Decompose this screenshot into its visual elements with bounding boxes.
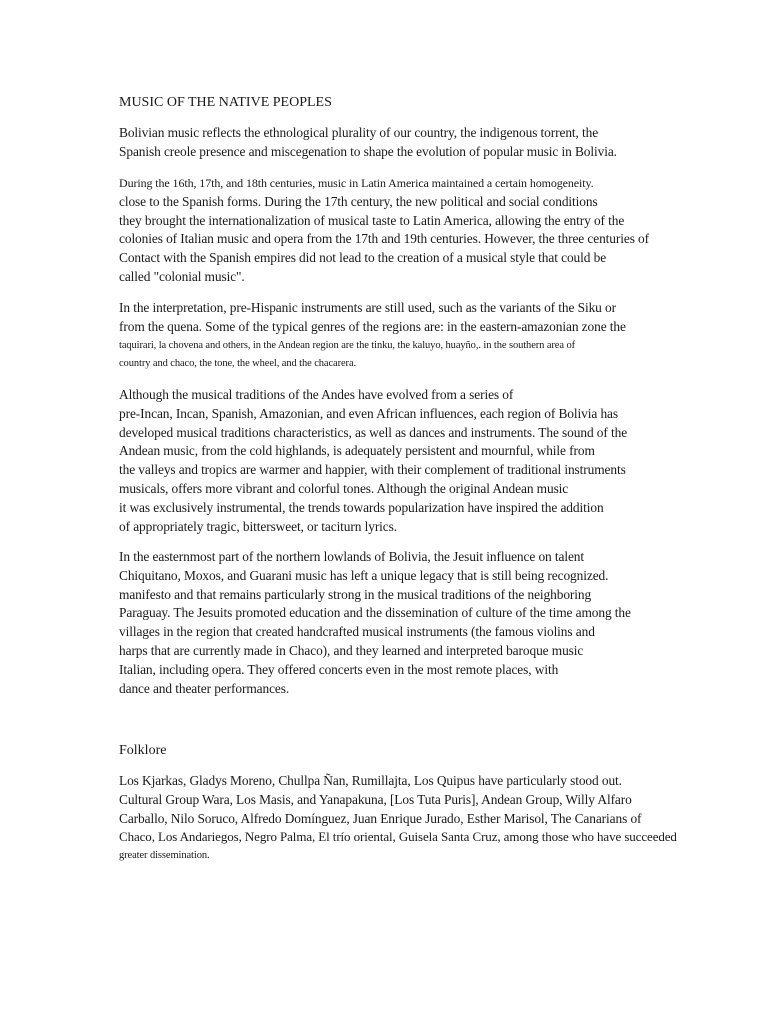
text-line: Italian, including opera. They offered concerts even in the most remote places, with	[119, 661, 559, 677]
text-line: called "colonial music".	[119, 268, 245, 284]
paragraph-instruments	[119, 299, 626, 374]
text-line: from the quena. Some of the typical genres of the regions are: in the eastern-amazonian zone the	[119, 318, 626, 334]
page-title: MUSIC OF THE NATIVE PEOPLES	[119, 95, 332, 110]
section-title-folklore: Folklore	[119, 743, 167, 758]
text-line: manifesto and that remains particularly strong in the musical traditions of the neighboring	[119, 586, 592, 602]
text-line: Bolivian music reflects the ethnological plurality of our country, the indigenous torrent, the	[119, 125, 599, 140]
text-line: they brought the internationalization of musical taste to Latin America, allowing the entry of the	[119, 212, 625, 228]
text-line: Chiquitano, Moxos, and Guarani music has left a unique legacy that is still being recognized.	[119, 567, 609, 583]
text-line: Spanish creole presence and miscegenation to shape the evolution of popular music in Bolivia.	[119, 143, 617, 159]
text-line: of appropriately tragic, bittersweet, or taciturn lyrics.	[119, 518, 398, 534]
text-line: pre-Incan, Incan, Spanish, Amazonian, and even African influences, each region of Bolivia has	[119, 405, 618, 421]
text-line: it was exclusively instrumental, the trends towards popularization have inspired the addition	[119, 499, 604, 515]
text-line: country and chaco, the tone, the wheel, and the chacarera.	[119, 358, 357, 370]
text-line: greater dissemination.	[119, 850, 210, 862]
text-line: Paraguay. The Jesuits promoted education and the dissemination of culture of the time among the	[119, 605, 631, 621]
text-line: musicals, offers more vibrant and colorful tones. Although the original Andean music	[119, 480, 569, 496]
text-line: Los Kjarkas, Gladys Moreno, Chullpa Ñan, Rumillajta, Los Quipus have particularly stood out.	[119, 773, 622, 788]
paragraph-intro	[119, 124, 617, 162]
text-line: Contact with the Spanish empires did not lead to the creation of a musical style that could be	[119, 250, 607, 266]
text-line: Although the musical traditions of the Andes have evolved from a series of	[119, 387, 514, 402]
text-line: Chaco, Los Andariegos, Negro Palma, El trío oriental, Guisela Santa Cruz, among those who have succeeded	[119, 829, 677, 845]
text-line: Andean music, from the cold highlands, is adequately persistent and mournful, while from	[119, 443, 595, 459]
text-line: harps that are currently made in Chaco), and they learned and interpreted baroque music	[119, 642, 584, 658]
text-line: dance and theater performances.	[119, 680, 290, 696]
text-line: colonies of Italian music and opera from the 17th and 19th centuries. However, the three centuries of	[119, 231, 650, 247]
text-line: In the interpretation, pre-Hispanic instruments are still used, such as the variants of the Siku or	[119, 300, 616, 315]
paragraph-folklore	[119, 772, 677, 866]
text-line: villages in the region that created handcrafted musical instruments (the famous violins and	[119, 624, 595, 640]
text-line: Carballo, Nilo Soruco, Alfredo Domínguez, Juan Enrique Jurado, Esther Marisol, The Canarians of	[119, 810, 642, 826]
text-line: taquirari, la chovena and others, in the Andean region are the tinku, the kaluyo, huayño,. in the southern area of	[119, 339, 575, 351]
text-line: During the 16th, 17th, and 18th centuries, music in Latin America maintained a certain homogeneity.	[119, 176, 594, 190]
text-line: developed musical traditions characteristics, as well as dances and instruments. The sound of the	[119, 424, 628, 440]
paragraph-colonial	[119, 174, 649, 287]
paragraph-andes	[119, 386, 627, 536]
text-line: the valleys and tropics are warmer and happier, with their complement of traditional instruments	[119, 462, 626, 478]
text-line: Cultural Group Wara, Los Masis, and Yanapakuna, [Los Tuta Puris], Andean Group, Willy Alfaro	[119, 791, 632, 807]
text-line: In the easternmost part of the northern lowlands of Bolivia, the Jesuit influence on talent	[119, 549, 585, 564]
paragraph-jesuit	[119, 548, 631, 698]
text-line: close to the Spanish forms. During the 17th century, the new political and social conditions	[119, 193, 598, 209]
